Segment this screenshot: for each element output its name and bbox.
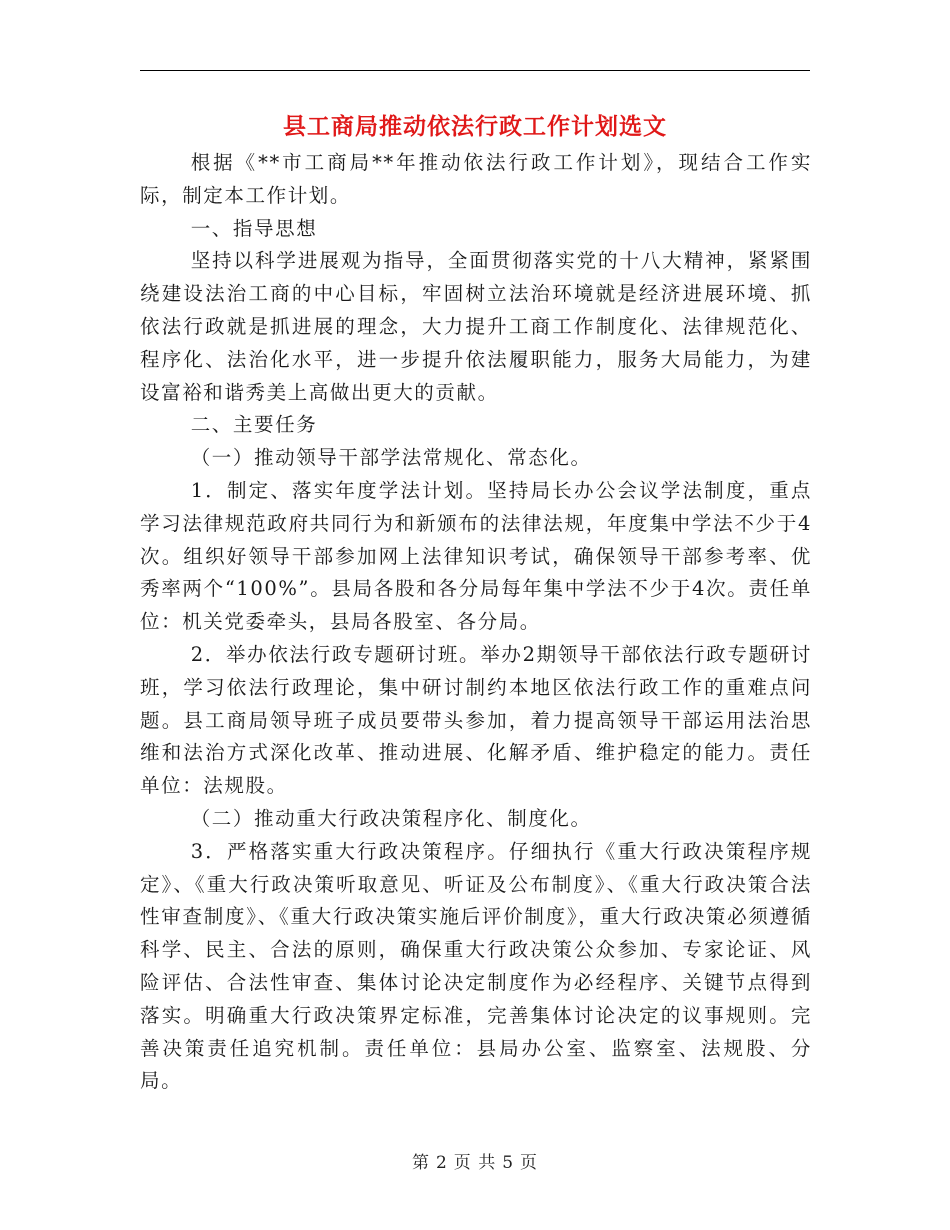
- footer-total-pages: 5: [502, 1153, 515, 1173]
- section-heading: 二、主要任务: [190, 413, 318, 437]
- subsection-heading: （一）推动领导干部学法常规化、常态化。: [190, 446, 592, 470]
- footer-middle: 页 共: [453, 1153, 497, 1173]
- footer-current-page: 2: [435, 1153, 448, 1173]
- footer-suffix: 页: [520, 1153, 539, 1173]
- body-paragraph: 2．举办依法行政专题研讨班。举办2期领导干部依法行政专题研讨班，学习依法行政理论，集中研讨制约本地区依法行政工作的重难点问题。县工商局领导班子成员要带头参加，着力提高领导干部运用法治思维和法治方式深化改革、推动进展、化解矛盾、维护稳定的能力。责任单位：法规股。: [140, 642, 812, 798]
- body-paragraph: 1．制定、落实年度学法计划。坚持局长办公会议学法制度，重点学习法律规范政府共同行为和新颁布的法律法规，年度集中学法不少于4次。组织好领导干部参加网上法律知识考试，确保领导干部参考率、优秀率两个“100%”。县局各股和各分局每年集中学法不少于4次。责任单位：机关党委牵头，县局各股室、各分局。: [140, 478, 812, 634]
- intro-paragraph: 根据《**市工商局**年推动依法行政工作计划》，现结合工作实际，制定本工作计划。: [140, 151, 812, 207]
- document-title: 县工商局推动依法行政工作计划选文: [283, 114, 667, 140]
- section-heading: 一、指导思想: [190, 216, 318, 240]
- body-paragraph: 3．严格落实重大行政决策程序。仔细执行《重大行政决策程序规定》、《重大行政决策听取意见、听证及公布制度》、《重大行政决策合法性审查制度》、《重大行政决策实施后评价制度》，重大行政决策必须遵循科学、民主、合法的原则，确保重大行政决策公众参加、专家论证、风险评估、合法性审查、集体讨论决定制度作为必经程序、关键节点得到落实。明确重大行政决策界定标准，完善集体讨论决定的议事规则。完善决策责任追究机制。责任单位：县局办公室、监察室、法规股、分局。: [140, 839, 812, 1093]
- document-body: [140, 147, 812, 1098]
- subsection-heading: （二）推动重大行政决策程序化、制度化。: [190, 806, 592, 830]
- body-paragraph: 坚持以科学进展观为指导，全面贯彻落实党的十八大精神，紧紧围绕建设法治工商的中心目标，牢固树立法治环境就是经济进展环境、抓依法行政就是抓进展的理念，大力提升工商工作制度化、法律规范化、程序化、法治化水平，进一步提升依法履职能力，服务大局能力，为建设富裕和谐秀美上高做出更大的贡献。: [140, 249, 812, 404]
- header-rule: [140, 70, 810, 71]
- footer-prefix: 第: [411, 1153, 430, 1173]
- page-footer: [0, 1148, 950, 1173]
